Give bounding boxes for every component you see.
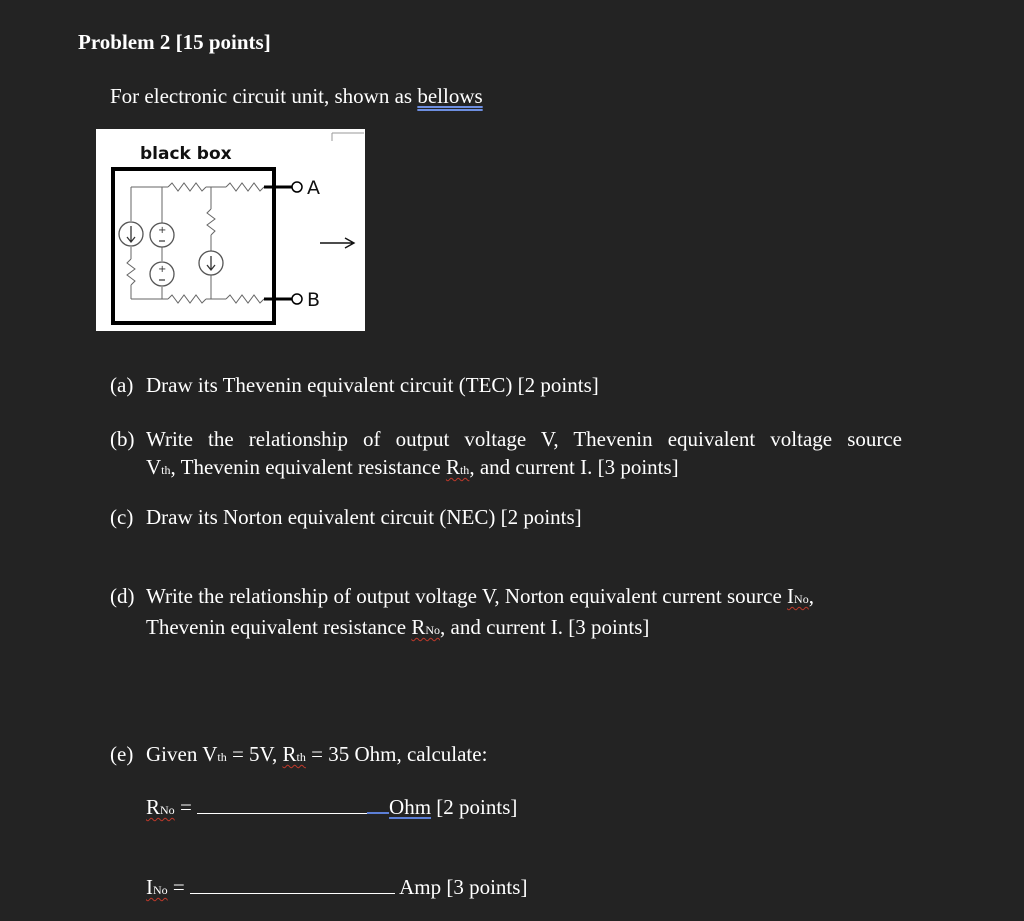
question-d-line2: Thevenin equivalent resistance — [146, 615, 412, 639]
terminal-a-icon — [292, 182, 302, 192]
question-e — [110, 740, 487, 771]
intro-text: For electronic circuit unit, shown as — [110, 84, 418, 108]
rno-answer-row — [146, 792, 517, 824]
given-prefix: Given V — [146, 742, 218, 766]
question-d-comma: , — [808, 584, 814, 608]
given-vth-value: = 5V, — [226, 742, 283, 766]
question-c-text: Draw its Norton equivalent circuit (NEC) [2 points] — [146, 505, 582, 529]
arrow-right-icon — [320, 238, 354, 248]
question-b-line1: Write the relationship of output voltage V, Thevenin equivalent voltage source — [146, 427, 902, 451]
question-d-label: (d) — [110, 584, 135, 608]
svg-text:+: + — [158, 225, 167, 236]
given-vth-sub: th — [217, 750, 227, 764]
black-box-figure — [96, 129, 365, 331]
question-b — [110, 425, 902, 484]
rth-symbol: Rth — [445, 455, 470, 479]
intro-sentence — [110, 84, 483, 109]
black-box-circuit-diagram — [96, 129, 365, 331]
question-a — [110, 371, 599, 399]
question-b-end: , and current I. [3 points] — [469, 455, 679, 479]
question-c — [110, 503, 582, 531]
question-d-line1: Write the relationship of output voltage V, Norton equivalent current source — [146, 584, 788, 608]
rno-equals: = — [174, 795, 192, 819]
problem-title: Problem 2 [15 points] — [78, 30, 271, 54]
question-b-mid: , Thevenin equivalent resistance — [170, 455, 446, 479]
vth-symbol: Vth — [146, 455, 171, 479]
terminal-b-icon — [292, 294, 302, 304]
question-a-label: (a) — [110, 373, 134, 397]
given-rth-symbol: Rth — [282, 742, 306, 766]
ino-symbol: INo — [787, 584, 809, 608]
ino-answer-row — [146, 873, 527, 904]
question-a-text: Draw its Thevenin equivalent circuit (TEC) [2 points] — [146, 373, 599, 397]
internal-network — [127, 183, 264, 303]
svg-text:+: + — [158, 264, 167, 275]
rno-points: [2 points] — [431, 795, 518, 819]
rno-symbol: RNo — [411, 615, 440, 639]
box-label: black box — [140, 144, 232, 164]
intro-link-bellows: bellows — [417, 84, 483, 108]
ino-equals: = — [167, 875, 185, 899]
question-d-end: , and current I. [3 points] — [440, 615, 650, 639]
rno-answer-blank[interactable] — [197, 793, 367, 814]
question-e-label: (e) — [110, 742, 134, 766]
ino-unit: Amp [3 points] — [399, 875, 528, 899]
given-rth-value: = 35 Ohm, calculate: — [305, 742, 488, 766]
rno-answer-symbol: RNo — [146, 795, 175, 819]
rno-answer-blank-ext[interactable] — [367, 792, 389, 814]
rno-unit: Ohm — [389, 795, 432, 819]
question-b-label: (b) — [110, 427, 135, 451]
terminal-b-label: B — [307, 289, 321, 311]
ino-answer-symbol: INo — [146, 875, 168, 899]
ino-answer-blank[interactable] — [190, 873, 395, 894]
question-d — [110, 582, 814, 644]
terminal-a-label: A — [307, 177, 320, 199]
question-c-label: (c) — [110, 505, 134, 529]
